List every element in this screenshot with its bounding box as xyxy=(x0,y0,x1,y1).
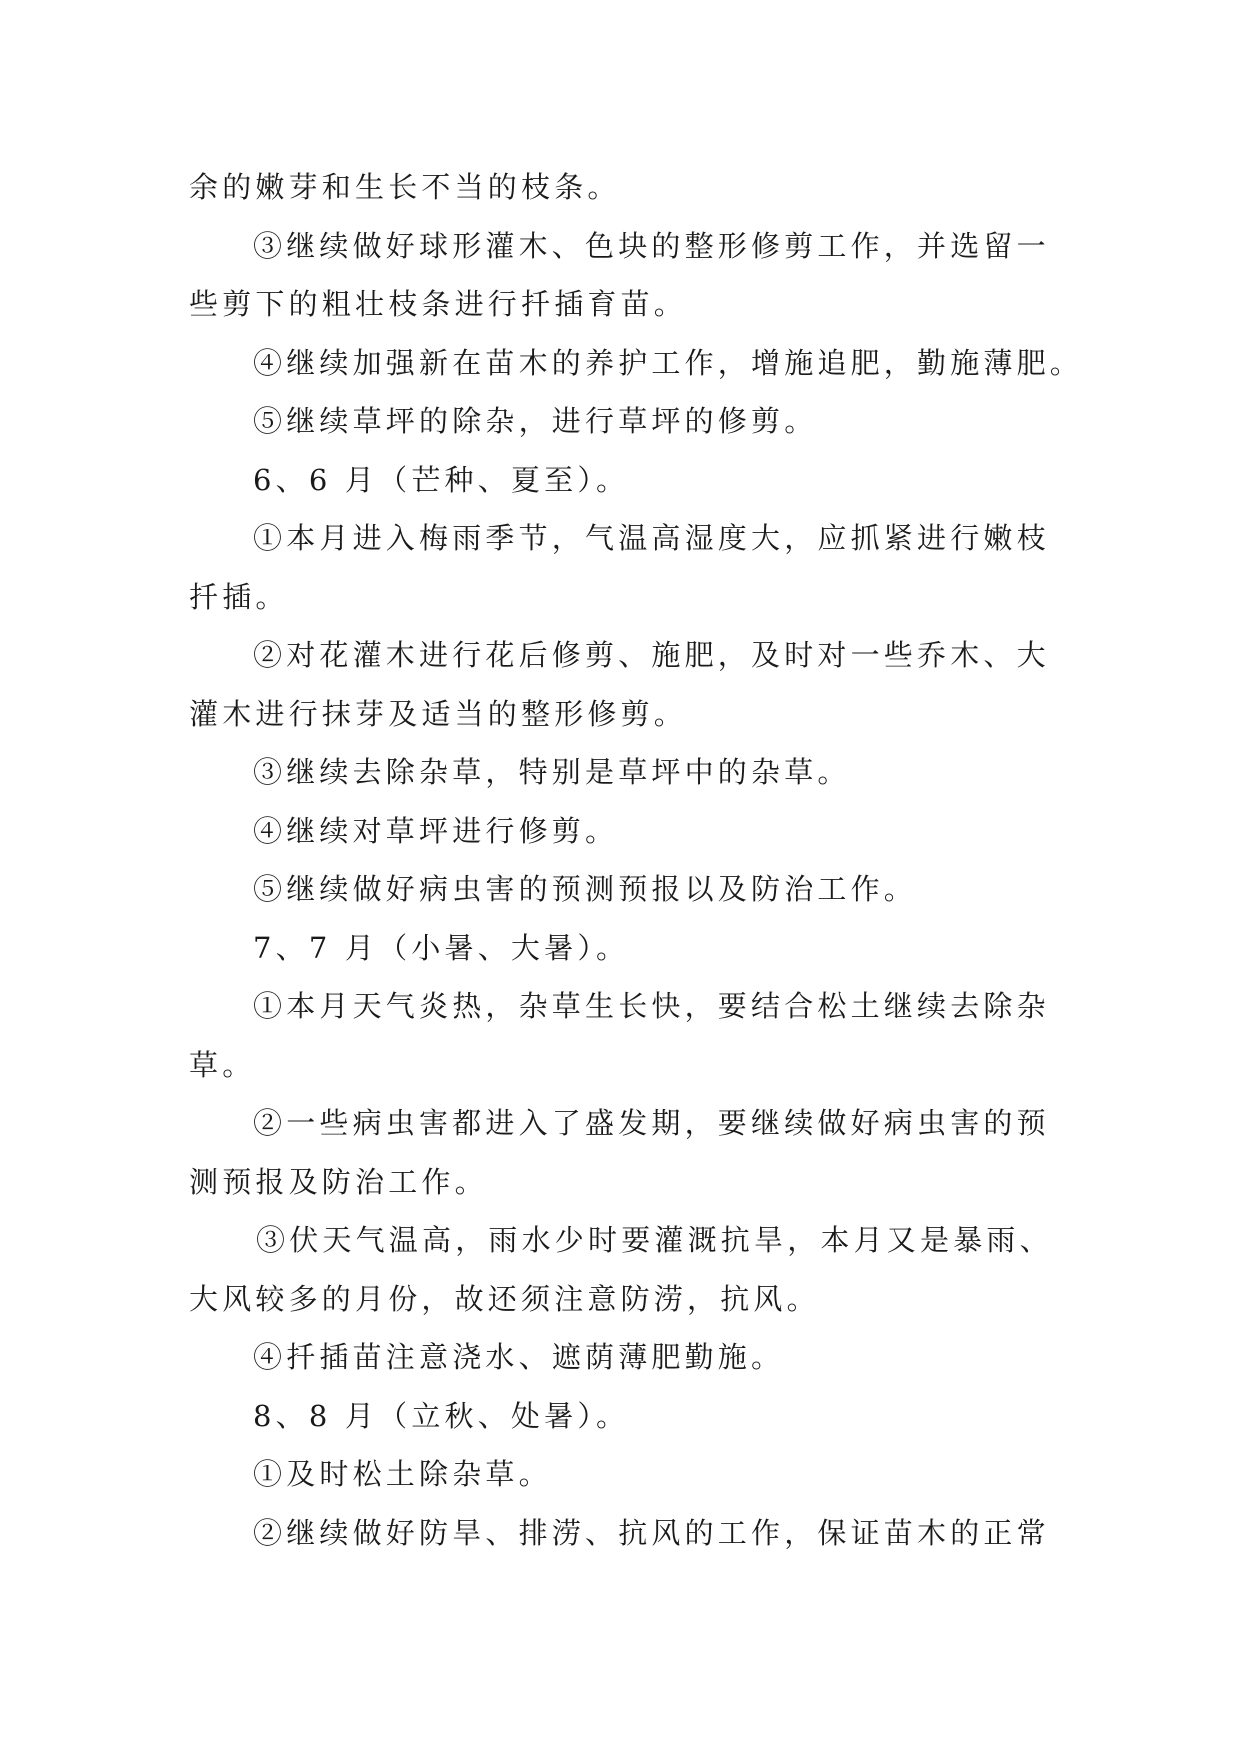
text-line: ⑤继续草坪的除杂，进行草坪的修剪。 xyxy=(253,404,818,438)
text-line: ②继续做好防旱、排涝、抗风的工作，保证苗木的正常 xyxy=(253,1515,1050,1550)
text-line: ③继续去除杂草，特别是草坪中的杂草。 xyxy=(253,755,851,789)
text-line: 扦插。 xyxy=(189,579,289,614)
text-line: ③继续做好球形灌木、色块的整形修剪工作，并选留一 xyxy=(253,228,1050,263)
text-line: ④扦插苗注意浇水、遮荫薄肥勤施。 xyxy=(253,1340,785,1374)
text-line: ①本月进入梅雨季节，气温高湿度大，应抓紧进行嫩枝 xyxy=(253,521,1050,555)
text-line: ①本月天气炎热，杂草生长快，要结合松土继续去除杂 xyxy=(253,989,1050,1023)
section-heading: 7、7 月（小暑、大暑）。 xyxy=(253,930,630,965)
text-line: ②对花灌木进行花后修剪、施肥，及时对一些乔木、大 xyxy=(253,638,1050,672)
section-heading: 6、6 月（芒种、夏至）。 xyxy=(253,462,630,497)
section-heading: 8、8 月（立秋、处暑）。 xyxy=(253,1398,630,1433)
text-line: 灌木进行抹芽及适当的整形修剪。 xyxy=(189,696,688,731)
text-line: ③伏天气温高，雨水少时要灌溉抗旱，本月又是暴雨、 xyxy=(256,1223,1053,1257)
text-line: ②一些病虫害都进入了盛发期，要继续做好病虫害的预 xyxy=(253,1106,1050,1140)
text-line: ④继续对草坪进行修剪。 xyxy=(253,813,619,848)
text-line: ①及时松土除杂草。 xyxy=(253,1457,552,1491)
text-line: 大风较多的月份，故还须注意防涝，抗风。 xyxy=(189,1281,820,1316)
text-line: 些剪下的粗壮枝条进行扦插育苗。 xyxy=(189,287,688,321)
text-line: 余的嫩芽和生长不当的枝条。 xyxy=(189,170,621,204)
document-body xyxy=(189,158,1089,1562)
text-line: ⑤继续做好病虫害的预测预报以及防治工作。 xyxy=(253,872,918,906)
text-line: 测预报及防治工作。 xyxy=(189,1164,488,1199)
text-line: 草。 xyxy=(189,1047,256,1082)
text-line: ④继续加强新在苗木的养护工作，增施追肥，勤施薄肥。 xyxy=(253,345,1084,380)
